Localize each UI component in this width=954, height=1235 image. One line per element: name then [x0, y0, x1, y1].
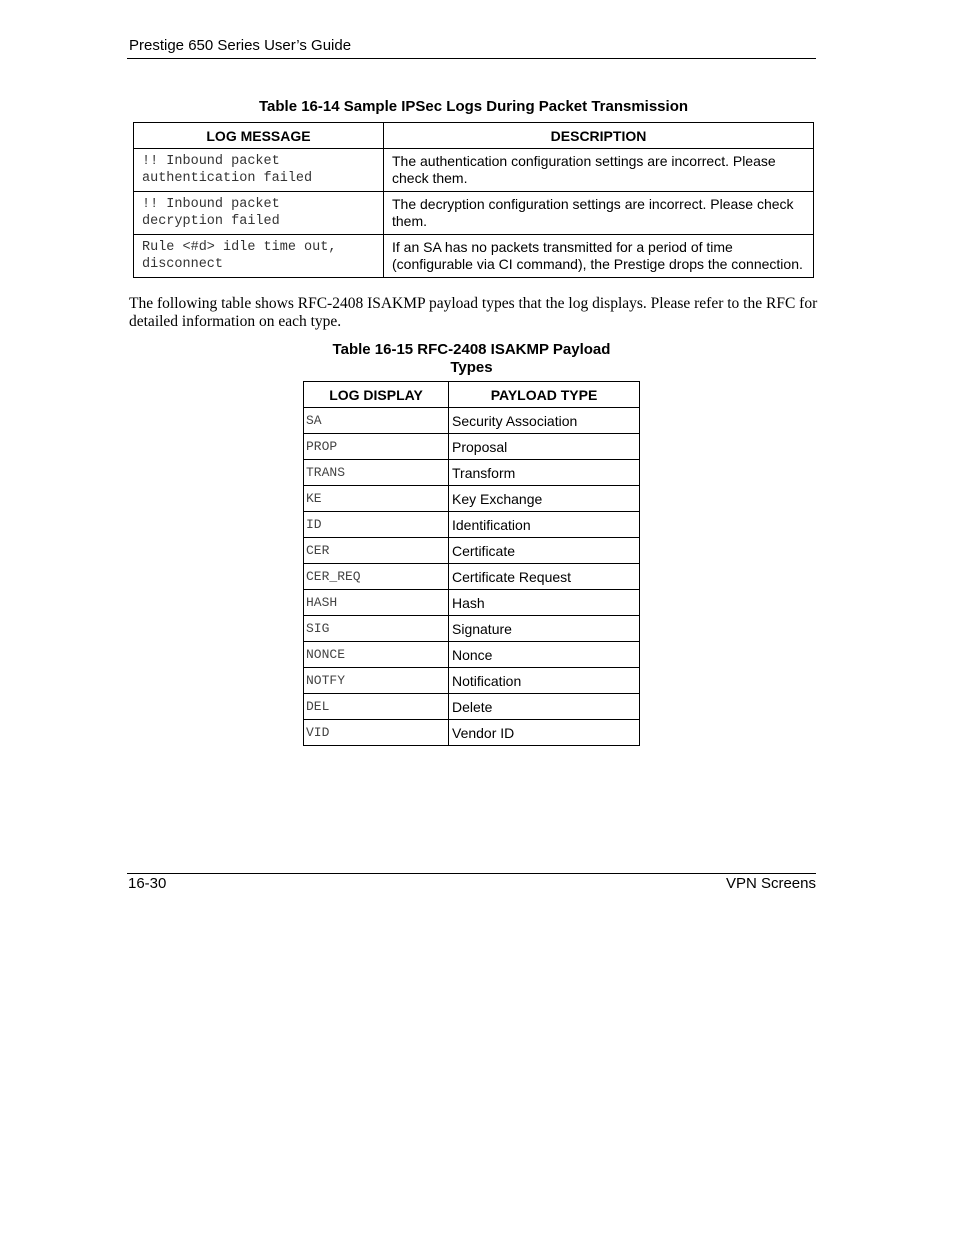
table-row	[304, 720, 640, 746]
table-row	[134, 149, 814, 192]
table-row	[304, 668, 640, 694]
log-message-cell	[134, 149, 384, 192]
log-display-cell: NOTFY	[304, 668, 449, 694]
caption-line: Types	[450, 359, 493, 376]
log-message-cell	[134, 235, 384, 278]
log-display-cell: ID	[304, 512, 449, 538]
log-message-line: Rule <#d> idle time out,	[142, 240, 337, 255]
payload-type-cell: Key Exchange	[449, 486, 640, 512]
log-display-cell: SIG	[304, 616, 449, 642]
page-number: 16-30	[128, 875, 167, 892]
table2-caption	[303, 341, 640, 377]
body-paragraph: The following table shows RFC-2408 ISAKMP payload types that the log displays. Please refer to the RFC for detailed information on each type.	[129, 295, 818, 330]
page-header-title: Prestige 650 Series User’s Guide	[129, 37, 352, 54]
table-row	[304, 408, 640, 434]
ipsec-logs-table	[133, 122, 814, 278]
table-header-row	[304, 382, 640, 408]
table1-caption: Table 16-14 Sample IPSec Logs During Packet Transmission	[258, 98, 689, 115]
column-header-payload-type: PAYLOAD TYPE	[449, 382, 640, 408]
footer-section-title: VPN Screens	[725, 875, 816, 892]
column-header-description: DESCRIPTION	[384, 123, 814, 149]
log-display-cell: NONCE	[304, 642, 449, 668]
payload-type-cell: Signature	[449, 616, 640, 642]
table-row	[304, 512, 640, 538]
payload-type-cell: Proposal	[449, 434, 640, 460]
log-display-cell: KE	[304, 486, 449, 512]
log-message-cell	[134, 192, 384, 235]
log-message-line: authentication failed	[142, 171, 313, 186]
payload-type-cell: Certificate	[449, 538, 640, 564]
column-header-log-display: LOG DISPLAY	[304, 382, 449, 408]
column-header-log-message: LOG MESSAGE	[134, 123, 384, 149]
description-cell: If an SA has no packets transmitted for a period of time (configurable via CI command), the Prestige drops the connection.	[384, 235, 814, 278]
description-cell: The decryption configuration settings are incorrect. Please check them.	[384, 192, 814, 235]
log-message-line: !! Inbound packet	[142, 197, 280, 212]
payload-type-cell: Notification	[449, 668, 640, 694]
log-message-line: decryption failed	[142, 214, 280, 229]
payload-type-cell: Vendor ID	[449, 720, 640, 746]
log-display-cell: TRANS	[304, 460, 449, 486]
table-row	[304, 486, 640, 512]
table-row	[304, 564, 640, 590]
payload-type-cell: Delete	[449, 694, 640, 720]
table-row	[304, 694, 640, 720]
payload-type-cell: Hash	[449, 590, 640, 616]
log-display-cell: SA	[304, 408, 449, 434]
log-display-cell: CER_REQ	[304, 564, 449, 590]
payload-type-cell: Identification	[449, 512, 640, 538]
log-display-cell: DEL	[304, 694, 449, 720]
log-message-line: disconnect	[142, 257, 224, 272]
payload-type-cell: Security Association	[449, 408, 640, 434]
footer-divider	[127, 873, 816, 874]
description-cell: The authentication configuration settings are incorrect. Please check them.	[384, 149, 814, 192]
table-row	[304, 460, 640, 486]
isakmp-payload-table	[303, 381, 640, 746]
payload-type-cell: Certificate Request	[449, 564, 640, 590]
log-display-cell: HASH	[304, 590, 449, 616]
table-row	[304, 434, 640, 460]
table-row	[304, 590, 640, 616]
caption-line: Table 16-15 RFC-2408 ISAKMP Payload	[332, 341, 611, 358]
log-display-cell: VID	[304, 720, 449, 746]
header-divider	[127, 58, 816, 59]
table-row	[304, 642, 640, 668]
log-display-cell: CER	[304, 538, 449, 564]
table-row	[134, 192, 814, 235]
table-header-row	[134, 123, 814, 149]
table-row	[134, 235, 814, 278]
log-message-line: !! Inbound packet	[142, 154, 280, 169]
table-row	[304, 538, 640, 564]
payload-type-cell: Nonce	[449, 642, 640, 668]
payload-type-cell: Transform	[449, 460, 640, 486]
log-display-cell: PROP	[304, 434, 449, 460]
table-row	[304, 616, 640, 642]
